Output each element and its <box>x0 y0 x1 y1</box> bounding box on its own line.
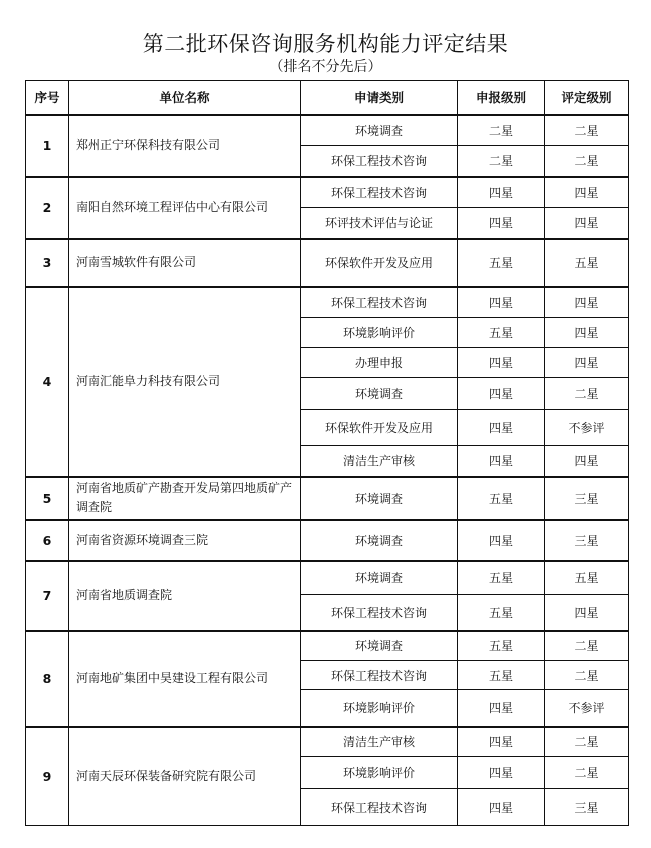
apply-category: 清洁生产审核 <box>301 446 458 477</box>
applied-level: 四星 <box>458 378 545 410</box>
applied-level: 四星 <box>458 727 545 757</box>
rated-level: 四星 <box>545 318 629 348</box>
apply-category: 环保工程技术咨询 <box>301 177 458 208</box>
header-unit-name: 单位名称 <box>69 81 301 115</box>
org-index: 2 <box>26 177 69 239</box>
apply-category: 环境调查 <box>301 378 458 410</box>
apply-category: 环保软件开发及应用 <box>301 410 458 446</box>
table-row <box>26 631 629 661</box>
results-table <box>25 80 629 826</box>
rated-level: 五星 <box>545 561 629 595</box>
rated-level: 四星 <box>545 287 629 318</box>
rated-level: 不参评 <box>545 690 629 727</box>
applied-level: 四星 <box>458 410 545 446</box>
rated-level: 三星 <box>545 520 629 561</box>
rated-level: 四星 <box>545 208 629 239</box>
applied-level: 四星 <box>458 287 545 318</box>
apply-category: 清洁生产审核 <box>301 727 458 757</box>
header-index: 序号 <box>26 81 69 115</box>
org-name: 河南雪城软件有限公司 <box>69 239 301 287</box>
apply-category: 环保工程技术咨询 <box>301 661 458 690</box>
applied-level: 五星 <box>458 239 545 287</box>
applied-level: 五星 <box>458 561 545 595</box>
rated-level: 二星 <box>545 661 629 690</box>
apply-category: 环境影响评价 <box>301 757 458 789</box>
rated-level: 不参评 <box>545 410 629 446</box>
org-index: 6 <box>26 520 69 561</box>
apply-category: 环保工程技术咨询 <box>301 789 458 826</box>
apply-category: 环评技术评估与论证 <box>301 208 458 239</box>
org-name: 河南地矿集团中昊建设工程有限公司 <box>69 631 301 727</box>
rated-level: 二星 <box>545 727 629 757</box>
rated-level: 二星 <box>545 146 629 177</box>
org-index: 8 <box>26 631 69 727</box>
apply-category: 环境调查 <box>301 631 458 661</box>
applied-level: 五星 <box>458 631 545 661</box>
table-body <box>26 115 629 826</box>
applied-level: 五星 <box>458 661 545 690</box>
table-row <box>26 177 629 208</box>
org-index: 7 <box>26 561 69 631</box>
org-index: 3 <box>26 239 69 287</box>
applied-level: 四星 <box>458 446 545 477</box>
rated-level: 二星 <box>545 378 629 410</box>
applied-level: 四星 <box>458 757 545 789</box>
applied-level: 二星 <box>458 146 545 177</box>
apply-category: 环境影响评价 <box>301 318 458 348</box>
rated-level: 四星 <box>545 595 629 631</box>
apply-category: 环境调查 <box>301 520 458 561</box>
applied-level: 四星 <box>458 520 545 561</box>
rated-level: 四星 <box>545 177 629 208</box>
table-row <box>26 115 629 146</box>
applied-level: 四星 <box>458 208 545 239</box>
apply-category: 环境影响评价 <box>301 690 458 727</box>
rated-level: 二星 <box>545 757 629 789</box>
org-index: 5 <box>26 477 69 520</box>
applied-level: 四星 <box>458 348 545 378</box>
apply-category: 环保软件开发及应用 <box>301 239 458 287</box>
rated-level: 三星 <box>545 789 629 826</box>
applied-level: 五星 <box>458 595 545 631</box>
org-name: 河南省资源环境调查三院 <box>69 520 301 561</box>
org-index: 9 <box>26 727 69 826</box>
org-name: 河南汇能阜力科技有限公司 <box>69 287 301 477</box>
apply-category: 环保工程技术咨询 <box>301 595 458 631</box>
page-subtitle: （排名不分先后） <box>269 59 382 75</box>
header-applied-level: 申报级别 <box>458 81 545 115</box>
rated-level: 五星 <box>545 239 629 287</box>
table-row <box>26 477 629 520</box>
table-row <box>26 287 629 318</box>
apply-category: 环保工程技术咨询 <box>301 287 458 318</box>
org-name: 郑州正宁环保科技有限公司 <box>69 115 301 177</box>
org-name: 河南天辰环保装备研究院有限公司 <box>69 727 301 826</box>
org-name: 河南省地质矿产勘查开发局第四地质矿产调查院 <box>69 477 301 520</box>
applied-level: 四星 <box>458 690 545 727</box>
applied-level: 二星 <box>458 115 545 146</box>
applied-level: 五星 <box>458 318 545 348</box>
rated-level: 三星 <box>545 477 629 520</box>
org-name: 南阳自然环境工程评估中心有限公司 <box>69 177 301 239</box>
org-name: 河南省地质调查院 <box>69 561 301 631</box>
rated-level: 四星 <box>545 446 629 477</box>
table-row <box>26 727 629 757</box>
applied-level: 四星 <box>458 177 545 208</box>
apply-category: 环境调查 <box>301 561 458 595</box>
org-index: 1 <box>26 115 69 177</box>
table-row <box>26 561 629 595</box>
apply-category: 办理申报 <box>301 348 458 378</box>
page-title: 第二批环保咨询服务机构能力评定结果 <box>142 32 509 56</box>
table-row <box>26 520 629 561</box>
applied-level: 五星 <box>458 477 545 520</box>
rated-level: 二星 <box>545 631 629 661</box>
apply-category: 环保工程技术咨询 <box>301 146 458 177</box>
apply-category: 环境调查 <box>301 115 458 146</box>
org-index: 4 <box>26 287 69 477</box>
applied-level: 四星 <box>458 789 545 826</box>
table-row <box>26 239 629 287</box>
rated-level: 二星 <box>545 115 629 146</box>
rated-level: 四星 <box>545 348 629 378</box>
header-row <box>26 81 629 115</box>
apply-category: 环境调查 <box>301 477 458 520</box>
header-category: 申请类别 <box>301 81 458 115</box>
header-rated-level: 评定级别 <box>545 81 629 115</box>
